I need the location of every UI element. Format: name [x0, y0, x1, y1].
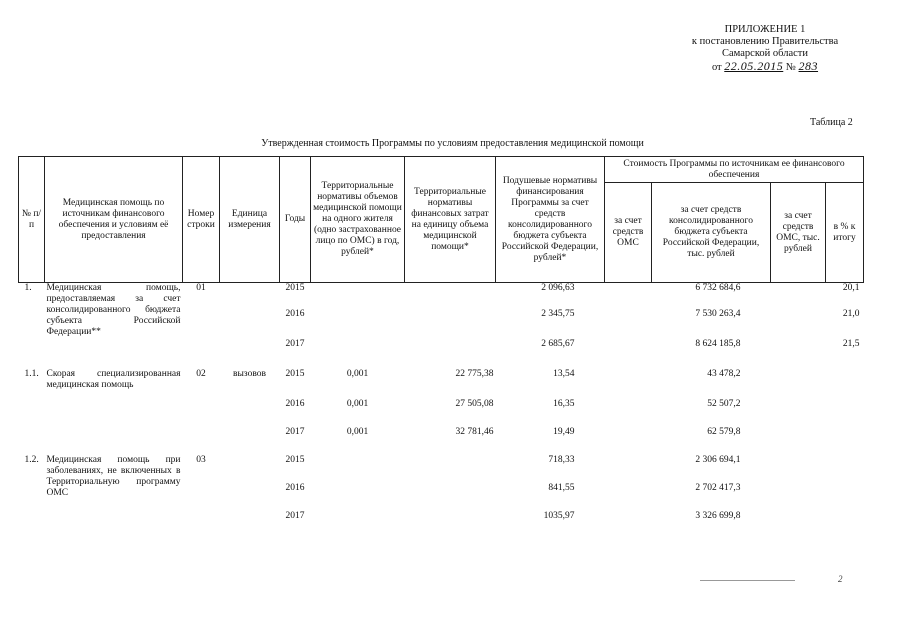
row-oms-thousand [771, 369, 826, 399]
row-volume: 0,001 [346, 398, 369, 409]
row-volume [311, 283, 405, 309]
row-year: 2016 [285, 308, 305, 319]
row-cost [405, 455, 496, 483]
cost-table [18, 156, 864, 539]
row-per-capita: 718,33 [548, 454, 575, 465]
row-unit: вызовов [233, 368, 266, 379]
row-oms-thousand [771, 427, 826, 455]
row-volume [311, 455, 405, 483]
row-num: 1.1. [24, 368, 39, 379]
row-oms-thousand [771, 399, 826, 427]
table-row [19, 283, 864, 309]
row-per-capita: 1035,97 [543, 510, 575, 521]
date-value: 22.05.2015 [724, 59, 784, 73]
row-percent [826, 455, 864, 483]
row-cost: 27 505,08 [455, 398, 494, 409]
row-cost: 32 781,46 [455, 426, 494, 437]
row-name: Медицинская помощь, предоставляемая за счет консолидированного бюджета субъекта Российской Федерации** [46, 283, 181, 337]
row-budget: 6 732 684,6 [695, 283, 741, 293]
header-years: Годы [280, 157, 311, 283]
row-budget: 3 326 699,8 [695, 510, 741, 521]
number-value: 283 [798, 59, 819, 73]
row-name: Скорая специализированная медицинская помощь [46, 368, 181, 390]
row-code: 02 [196, 368, 206, 379]
row-volume [311, 483, 405, 511]
row-year: 2017 [285, 338, 305, 349]
row-percent [826, 483, 864, 511]
row-year: 2015 [285, 368, 305, 379]
header-oms-thousand: за счет средств ОМС, тыс. рублей [771, 183, 826, 283]
header-oms: за счет средств ОМС [605, 183, 652, 283]
header-unit: Единица измерения [220, 157, 280, 283]
row-percent [826, 427, 864, 455]
row-oms-thousand [771, 283, 826, 309]
row-per-capita: 19,49 [553, 426, 575, 437]
appendix-date-line [712, 60, 818, 74]
row-code: 01 [196, 283, 206, 293]
row-budget: 43 478,2 [707, 368, 741, 379]
table-caption: Утвержденная стоимость Программы по условиям предоставления медицинской помощи [261, 138, 644, 149]
row-per-capita: 2 096,63 [541, 283, 575, 293]
row-percent [826, 369, 864, 399]
row-oms [605, 455, 652, 483]
row-year: 2017 [285, 510, 305, 521]
row-percent: 21,5 [842, 338, 860, 349]
row-volume [311, 511, 405, 539]
row-oms [605, 339, 652, 369]
header-volume-norms: Территориальные нормативы объемов медицинской помощи на одного жителя (одно застрахованное лицо по ОМС) в год, рублей* [311, 157, 405, 283]
row-unit [220, 283, 280, 369]
header-num: № п/п [19, 157, 45, 283]
row-budget: 7 530 263,4 [695, 308, 741, 319]
row-oms [605, 511, 652, 539]
row-budget: 52 507,2 [707, 398, 741, 409]
header-cost-group: Стоимость Программы по источникам ее финансового обеспечения [605, 157, 864, 183]
page-divider-line [700, 580, 795, 582]
row-cost [405, 483, 496, 511]
row-cost: 22 775,38 [455, 368, 494, 379]
row-volume [311, 339, 405, 369]
header-budget: за счет средств консолидированного бюджета субъекта Российской Федерации, тыс. рублей [652, 183, 771, 283]
appendix-title: ПРИЛОЖЕНИЕ 1 [724, 24, 806, 35]
row-oms-thousand [771, 455, 826, 483]
row-year: 2016 [285, 482, 305, 493]
header-care: Медицинская помощь по источникам финансового обеспечения и условиям её предоставления [45, 157, 183, 283]
row-oms [605, 483, 652, 511]
row-unit [220, 455, 280, 539]
appendix-block [640, 24, 890, 74]
header-cost-norms: Территориальные нормативы финансовых затрат на единицу объема медицинской помощи* [405, 157, 496, 283]
row-oms [605, 399, 652, 427]
row-cost [405, 339, 496, 369]
row-per-capita: 841,55 [548, 482, 575, 493]
row-volume: 0,001 [346, 426, 369, 437]
row-oms-thousand [771, 483, 826, 511]
row-oms-thousand [771, 339, 826, 369]
appendix-line3: Самарской области [722, 48, 808, 59]
row-volume [311, 309, 405, 339]
row-code: 03 [196, 454, 206, 465]
row-cost [405, 511, 496, 539]
row-budget: 2 702 417,3 [695, 482, 741, 493]
row-percent: 20,1 [842, 283, 860, 293]
row-percent: 21,0 [842, 308, 860, 319]
row-volume: 0,001 [346, 368, 369, 379]
row-oms-thousand [771, 511, 826, 539]
header-percent: в % к итогу [826, 183, 864, 283]
header-row-no: Номер строки [183, 157, 220, 283]
row-oms [605, 369, 652, 399]
table-row [19, 455, 864, 483]
row-budget: 8 624 185,8 [695, 338, 741, 349]
row-year: 2016 [285, 398, 305, 409]
row-oms [605, 283, 652, 309]
table-row [19, 369, 864, 399]
row-year: 2017 [285, 426, 305, 437]
row-budget: 62 579,8 [707, 426, 741, 437]
row-per-capita: 2 685,67 [541, 338, 575, 349]
row-per-capita: 16,35 [553, 398, 575, 409]
row-oms [605, 309, 652, 339]
date-prefix: от [711, 62, 722, 73]
number-prefix: № [785, 62, 796, 73]
appendix-line2: к постановлению Правительства [691, 36, 839, 47]
page-number: 2 [838, 574, 843, 584]
row-oms [605, 427, 652, 455]
row-num: 1. [24, 283, 32, 293]
row-year: 2015 [285, 454, 305, 465]
row-budget: 2 306 694,1 [695, 454, 741, 465]
row-oms-thousand [771, 309, 826, 339]
row-percent [826, 399, 864, 427]
row-cost [405, 309, 496, 339]
row-name: Медицинская помощь при заболеваниях, не включенных в Территориальную программу ОМС [46, 454, 181, 498]
row-num: 1.2. [24, 454, 39, 465]
row-per-capita: 13,54 [553, 368, 575, 379]
row-percent [826, 511, 864, 539]
header-per-capita: Подушевые нормативы финансирования Программы за счет средств консолидированного бюджета субъекта Российской Федерации, рублей* [496, 157, 605, 283]
table-label: Таблица 2 [810, 117, 853, 128]
row-year: 2015 [285, 283, 305, 293]
row-per-capita: 2 345,75 [541, 308, 575, 319]
row-cost [405, 283, 496, 309]
